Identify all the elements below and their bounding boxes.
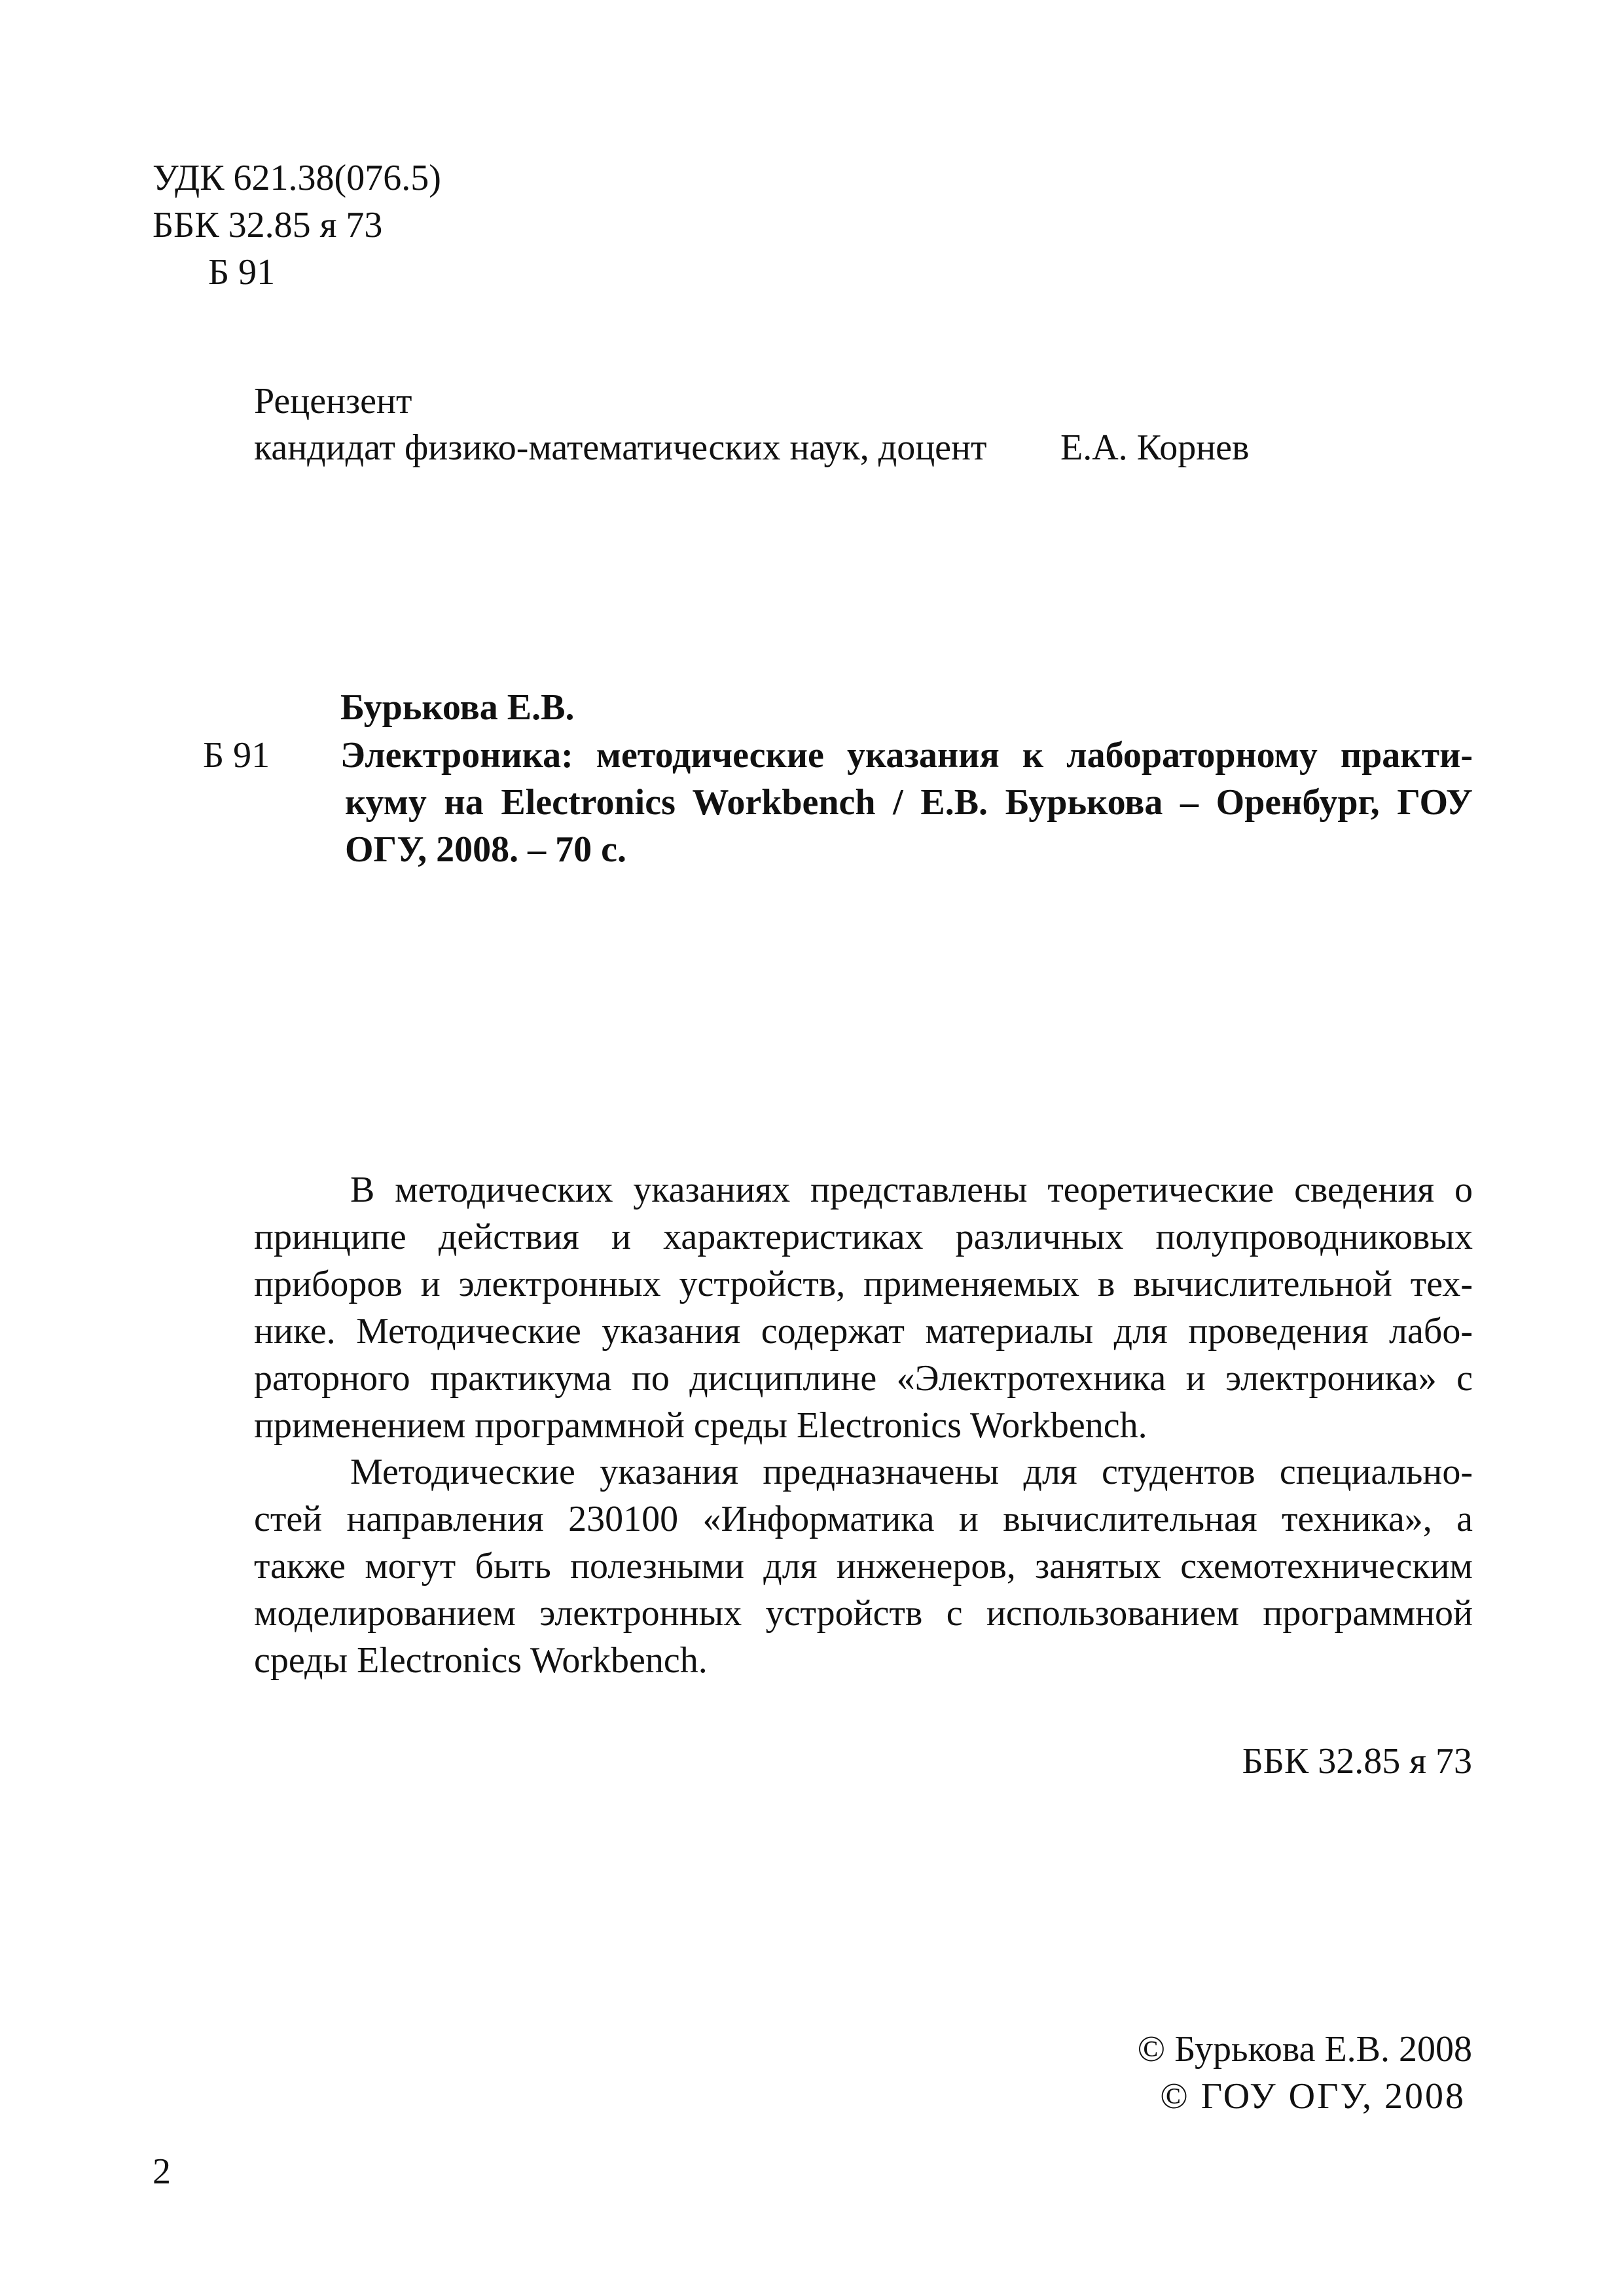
bibliography-cutter: Б 91 — [203, 735, 270, 776]
bbk-code: ББК 32.85 я 73 — [153, 205, 383, 245]
bibliography-title-line: Электроника: методические указания к лабораторному практи- — [340, 735, 1473, 776]
copyright-organization: © ГОУ ОГУ, 2008 — [1160, 2076, 1466, 2117]
page-number: 2 — [153, 2151, 171, 2192]
annotation-paragraph — [254, 1448, 1473, 1684]
cutter-code: Б 91 — [208, 252, 276, 293]
bibliography-author: Бурькова Е.В. — [340, 687, 575, 728]
bibliography-title-line: куму на Electronics Workbench / Е.В. Бурькова – Оренбург, ГОУ — [345, 782, 1473, 823]
annotation-paragraph — [254, 1166, 1473, 1449]
annotation-line: моделированием электронных устройств с использованием программной — [254, 1593, 1473, 1634]
reviewer-position: кандидат физико-математических наук, доцент — [254, 427, 987, 468]
bbk-code-footer: ББК 32.85 я 73 — [1242, 1741, 1472, 1782]
udk-code: УДК 621.38(076.5) — [153, 158, 441, 198]
annotation-line: В методических указаниях представлены теоретические сведения о — [350, 1170, 1473, 1210]
annotation-line: принципе действия и характеристиках различных полупроводниковых — [254, 1217, 1473, 1257]
annotation-line: среды Electronics Workbench. — [254, 1640, 708, 1681]
annotation-line: применением программной среды Electronics Workbench. — [254, 1405, 1147, 1446]
reviewer-name: Е.А. Корнев — [1060, 427, 1250, 468]
annotation-line: также могут быть полезными для инженеров, занятых схемотехническим — [254, 1546, 1473, 1587]
annotation-line: нике. Методические указания содержат материалы для проведения лабо- — [254, 1311, 1473, 1352]
annotation-line: приборов и электронных устройств, применяемых в вычислительной тех- — [254, 1264, 1473, 1304]
annotation-line: стей направления 230100 «Информатика и вычислительная техника», а — [254, 1499, 1473, 1539]
reviewer-label: Рецензент — [254, 381, 412, 422]
bibliography-title-line: ОГУ, 2008. – 70 с. — [345, 829, 627, 870]
annotation-line: раторного практикума по дисциплине «Электротехника и электроника» с — [254, 1358, 1473, 1399]
annotation-line: Методические указания предназначены для студентов специально- — [350, 1452, 1473, 1492]
copyright-author: © Бурькова Е.В. 2008 — [1137, 2029, 1472, 2070]
